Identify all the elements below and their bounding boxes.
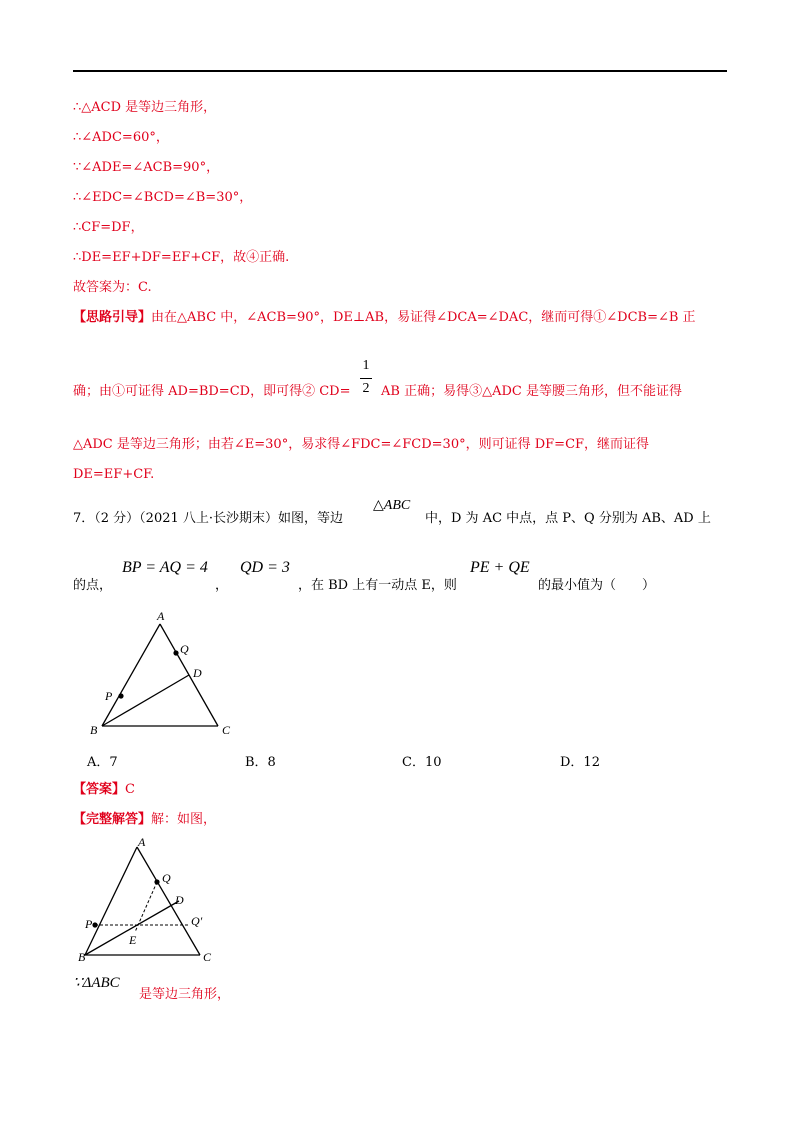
option-a[interactable]: A．7 xyxy=(87,755,118,770)
solution-line: ∴CF=DF， xyxy=(73,220,144,235)
solution-line: ∵∠ADE=∠ACB=90°， xyxy=(73,160,220,175)
hint-tag: 【思路引导】 xyxy=(73,310,152,325)
dashed-lines xyxy=(95,882,190,932)
label-q: Q xyxy=(180,642,189,656)
triangle-abc-math: △ABC xyxy=(373,498,411,513)
solution-tag: 【完整解答】 xyxy=(73,812,152,827)
option-b[interactable]: B．8 xyxy=(245,755,276,770)
label-d: D xyxy=(193,666,202,680)
triangle-figure-2 xyxy=(80,832,230,967)
question-line-2-pre: 的点， xyxy=(73,578,113,593)
hint-line-3: △ADC 是等边三角形；由若∠E=30°，易求得∠FDC=∠FCD=30°，则可证得 DF=CF，继而证得 xyxy=(73,437,650,452)
label-b: B xyxy=(90,723,98,737)
point-p-dot xyxy=(118,693,123,698)
label-q-prime: Q′ xyxy=(191,914,203,928)
hint-line-2-post: AB 正确；易得③△ADC 是等腰三角形，但不能证得 xyxy=(381,384,682,399)
answer-tag: 【答案】 xyxy=(73,782,126,797)
option-d[interactable]: D．12 xyxy=(560,755,600,770)
math-triangle-abc: ∵ΔABC xyxy=(73,975,120,991)
question-line-2-mid: ，在 BD 上有一动点 E，则 xyxy=(298,578,457,593)
label-e: E xyxy=(129,933,137,947)
label-p: P xyxy=(85,917,93,931)
solution-text: 解：如图， xyxy=(151,812,217,827)
label-a: A xyxy=(138,835,146,849)
point-q-dot xyxy=(173,650,178,655)
solution-line: ∴△ACD 是等边三角形， xyxy=(73,100,217,115)
fraction-numerator: 1 xyxy=(362,358,370,373)
fraction-denominator: 2 xyxy=(362,381,370,396)
question-line-2-post: 的最小值为（ ） xyxy=(538,578,656,593)
solution-row xyxy=(73,811,216,829)
hint-line-2-pre: 确；由①可证得 AD=BD=CD，即可得② CD= xyxy=(73,384,351,399)
triangle-figure-1 xyxy=(80,605,250,740)
point-q-dot xyxy=(154,879,159,884)
solution-line: ∴DE=EF+DF=EF+CF，故④正确. xyxy=(73,250,290,265)
math-bp-aq: BP = AQ = 4 xyxy=(122,559,208,576)
label-b: B xyxy=(78,950,86,964)
last-line-text: 是等边三角形， xyxy=(139,987,231,1002)
label-d: D xyxy=(175,893,184,907)
label-c: C xyxy=(203,950,212,964)
solution-line: ∴∠ADC=60°， xyxy=(73,130,169,145)
answer-row xyxy=(73,781,135,799)
answer-line: 故答案为：C. xyxy=(73,280,152,295)
fraction-bar xyxy=(360,378,372,379)
question-line-1-pre: 7．（2 分）（2021 八上·长沙期末）如图，等边 xyxy=(73,511,344,526)
header-rule xyxy=(73,70,727,72)
hint-line-4: DE=EF+CF. xyxy=(73,467,155,482)
solution-line: ∴∠EDC=∠BCD=∠B=30°， xyxy=(73,190,253,205)
hint-text-1: 由在△ABC 中，∠ACB=90°，DE⊥AB，易证得∠DCA=∠DAC，继而可得①∠DCB=∠B 正 xyxy=(151,310,696,325)
option-c[interactable]: C．10 xyxy=(402,755,442,770)
answer-value: C xyxy=(125,782,135,797)
label-q: Q xyxy=(162,871,171,885)
point-p-dot xyxy=(92,922,97,927)
math-qd: QD = 3 xyxy=(240,559,290,576)
label-p: P xyxy=(105,689,113,703)
label-c: C xyxy=(222,723,231,737)
hint-line-1 xyxy=(73,309,696,327)
question-line-1-post: 中，D 为 AC 中点，点 P、Q 分别为 AB、AD 上 xyxy=(425,511,711,526)
label-a: A xyxy=(157,609,165,623)
math-pe-qe: PE + QE xyxy=(470,559,530,576)
comma: ， xyxy=(215,578,229,593)
